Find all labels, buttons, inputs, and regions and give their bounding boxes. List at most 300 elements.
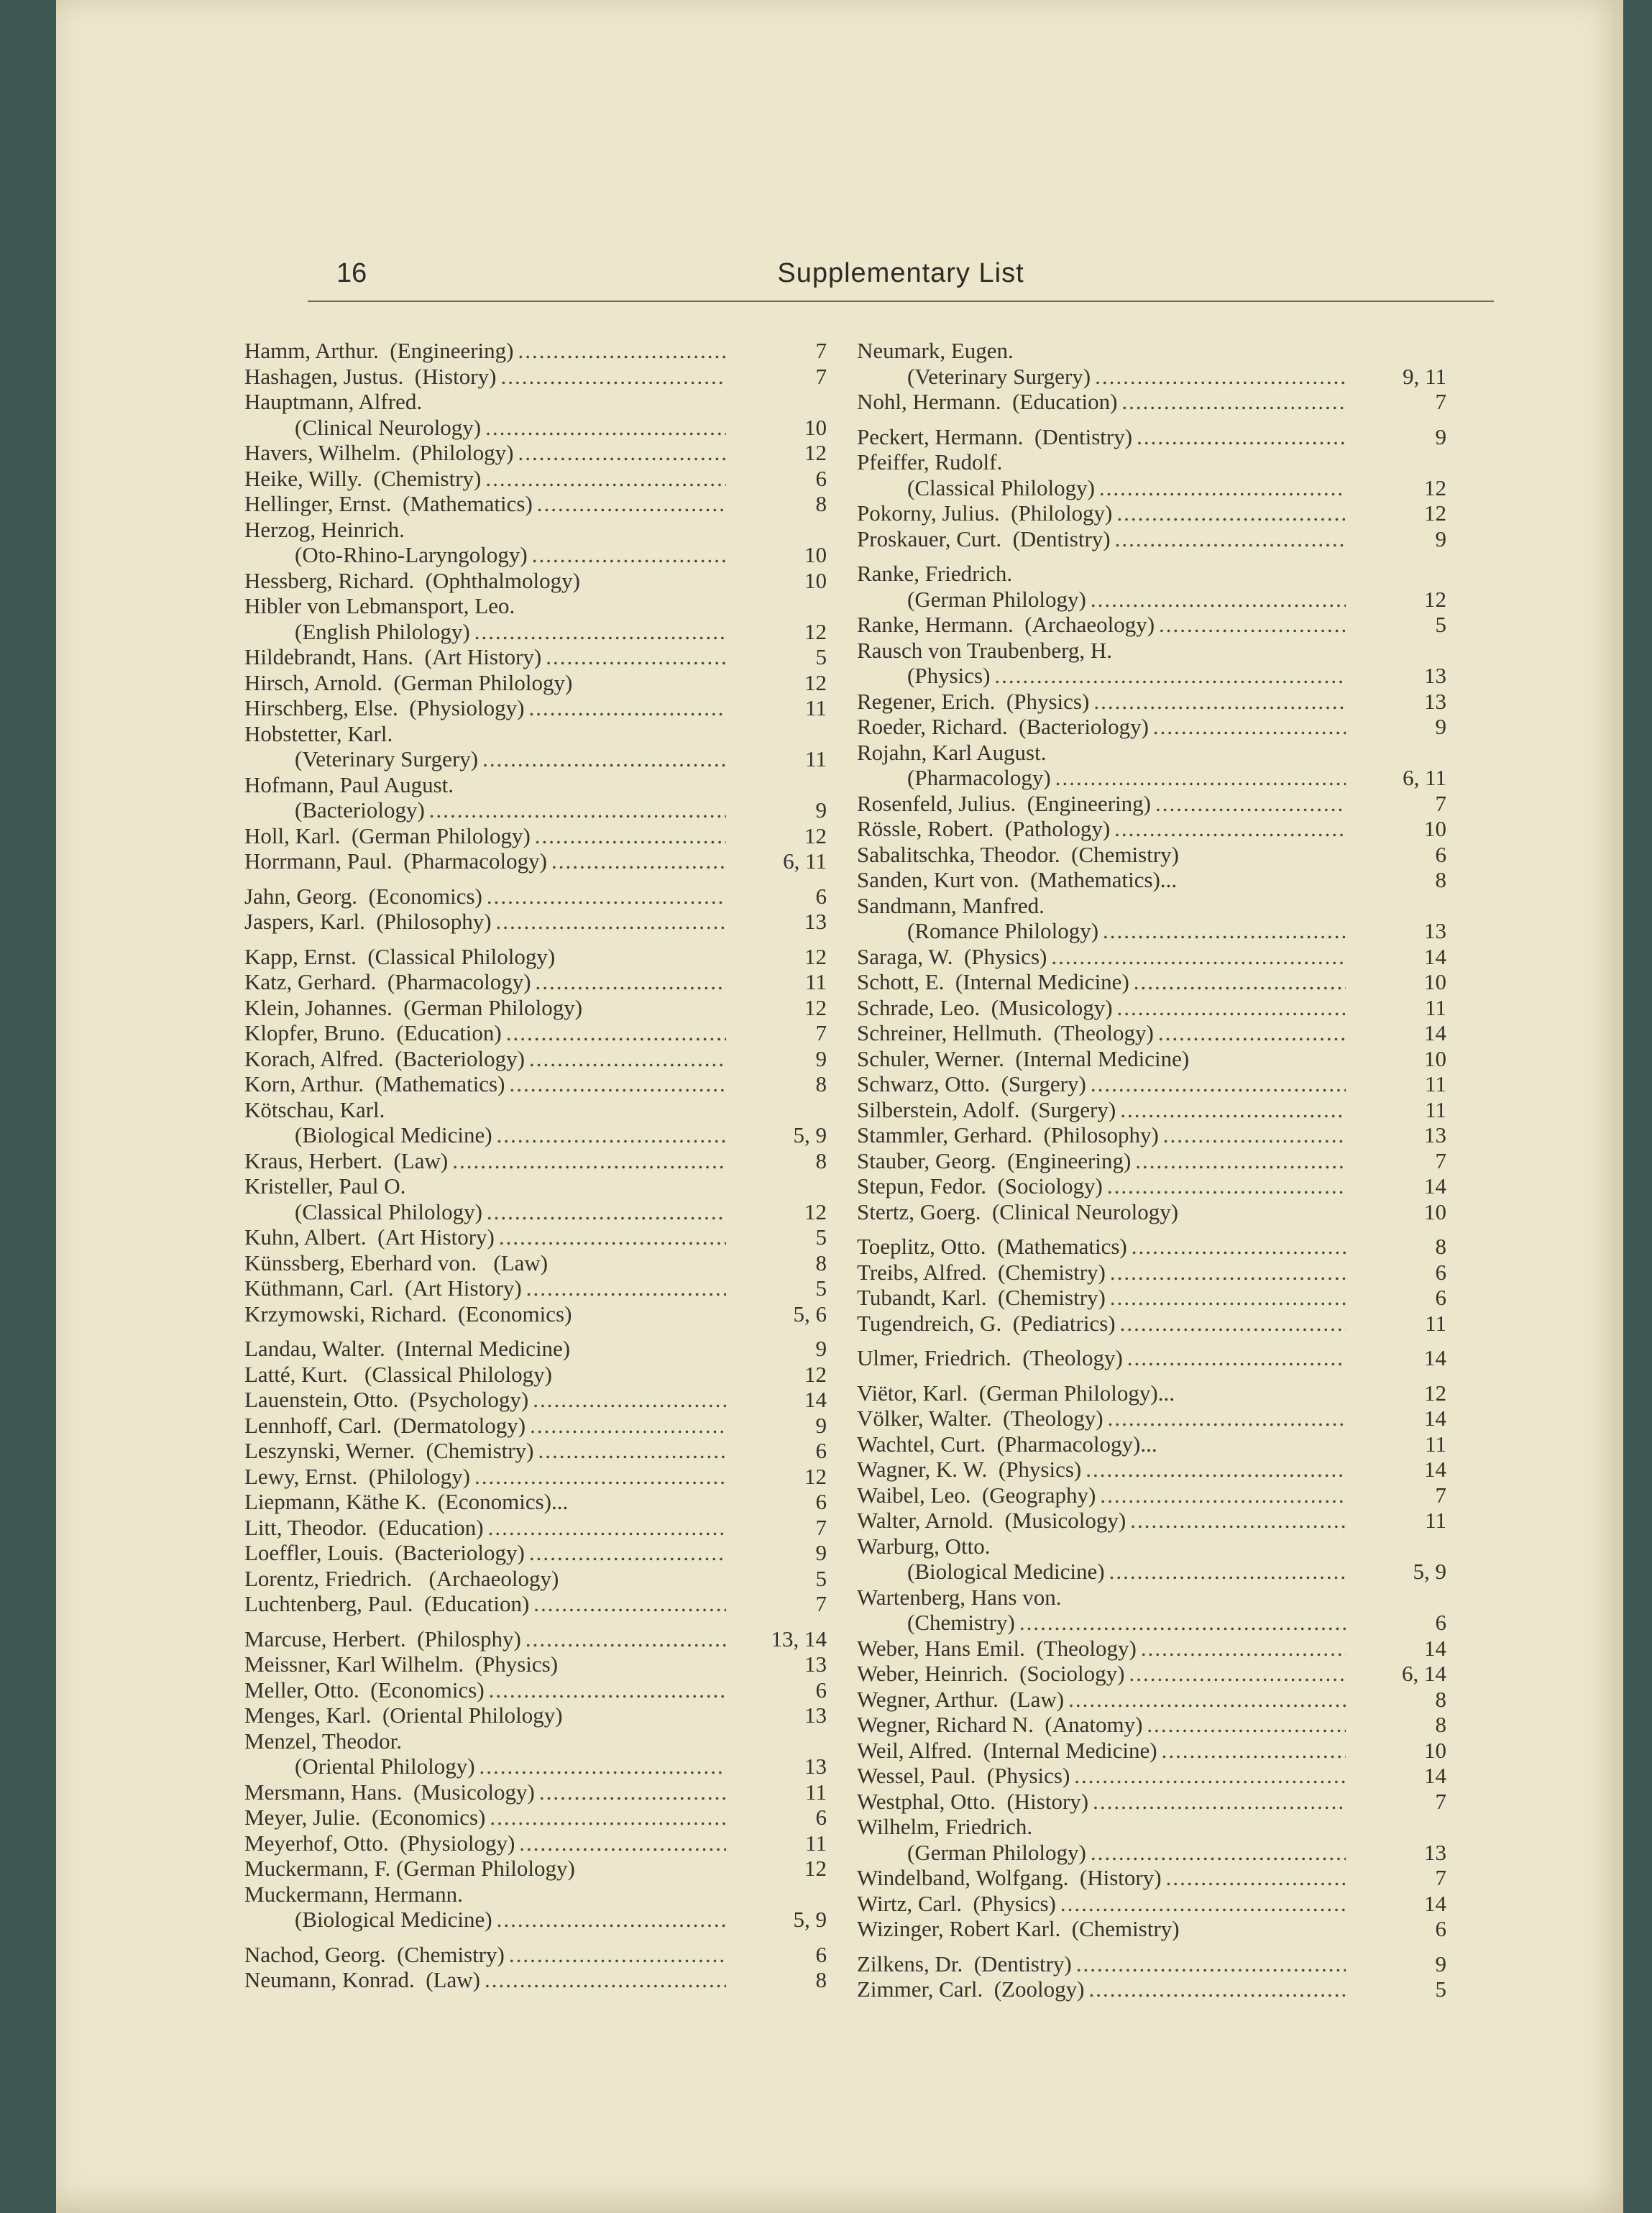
leader-dots: [485, 415, 726, 441]
leader-dots: [1117, 995, 1346, 1021]
entry-text: Jaspers, Karl. (Philosophy): [244, 909, 492, 934]
page-reference: 14: [1424, 1020, 1446, 1045]
entry-text: Hirschberg, Else. (Physiology): [244, 695, 525, 720]
entry-text: Nohl, Hermann. (Education): [857, 389, 1118, 414]
list-item: [857, 1173, 1446, 1199]
leader-dots: [536, 969, 726, 995]
list-item: [244, 1856, 827, 1882]
entry-text: (Oriental Philology): [295, 1754, 475, 1779]
leader-dots: [1132, 1234, 1346, 1260]
page-reference: 6: [815, 1941, 827, 1967]
entry-text: (Pharmacology): [907, 765, 1051, 790]
entry-text: Menges, Karl. (Oriental Philology): [244, 1703, 563, 1728]
list-item: [857, 1840, 1446, 1866]
entry-text: Rosenfeld, Julius. (Engineering): [857, 790, 1151, 816]
leader-dots: [497, 1122, 726, 1148]
leader-dots: [1162, 1738, 1346, 1764]
page-reference: 12: [1424, 500, 1446, 526]
leader-dots: [1134, 969, 1346, 995]
entry-text: Waibel, Leo. (Geography): [857, 1482, 1096, 1508]
page-reference: 12: [804, 440, 827, 465]
entry-text: Meller, Otto. (Economics): [244, 1677, 485, 1703]
entry-text: (Veterinary Surgery): [295, 746, 479, 771]
entry-text: Muckermann, F. (German Philology): [244, 1856, 575, 1881]
list-item: [244, 1703, 827, 1728]
entry-text: (English Philology): [295, 618, 470, 644]
leader-dots: [452, 1148, 726, 1174]
list-item: [857, 1951, 1446, 1977]
page-reference: 12: [804, 618, 827, 644]
leader-dots: [1147, 1712, 1346, 1738]
entry-text: Korach, Alfred. (Bacteriology): [244, 1045, 525, 1071]
leader-dots: [1109, 1559, 1346, 1585]
page-reference: 10: [1424, 969, 1446, 994]
entry-text: Silberstein, Adolf. (Surgery): [857, 1096, 1116, 1122]
list-item: [244, 1387, 827, 1413]
page-reference: 6: [1435, 1610, 1446, 1635]
list-item: [244, 1677, 827, 1703]
list-item: [857, 1636, 1446, 1662]
leader-dots: [485, 1967, 726, 1993]
page-reference: 7: [1435, 1788, 1446, 1814]
leader-dots: [1163, 1122, 1346, 1148]
list-item: [244, 772, 827, 798]
entry-text: Ranke, Hermann. (Archaeology): [857, 612, 1155, 637]
leader-dots: [529, 1540, 726, 1566]
page-reference: 14: [1424, 1890, 1446, 1916]
entry-text: Sanden, Kurt von. (Mathematics)...: [857, 867, 1178, 892]
list-item: [857, 995, 1446, 1021]
page-reference: 9: [815, 1045, 827, 1071]
leader-dots: [539, 1779, 726, 1805]
entry-text: Korn, Arthur. (Mathematics): [244, 1071, 505, 1096]
page-reference: 6: [815, 883, 827, 909]
list-item: [244, 1071, 827, 1097]
page-reference: 13: [804, 1703, 827, 1728]
entry-text: Wilhelm, Friedrich.: [857, 1814, 1033, 1839]
entry-text: Wegner, Arthur. (Law): [857, 1686, 1065, 1712]
leader-dots: [1135, 1148, 1346, 1174]
page-reference: 7: [815, 1591, 827, 1616]
list-item: [244, 1173, 827, 1199]
leader-dots: [532, 542, 726, 568]
leader-dots: [1166, 1865, 1346, 1891]
list-item: [857, 1234, 1446, 1260]
list-item: [244, 1831, 827, 1856]
leader-dots: [1158, 1020, 1346, 1046]
list-item: [244, 721, 827, 747]
page-reference: 14: [804, 1387, 827, 1412]
page-reference: 5, 9: [793, 1907, 827, 1932]
list-item: [857, 1661, 1446, 1687]
entry-text: Lewy, Ernst. (Philology): [244, 1463, 470, 1489]
entry-text: Schwarz, Otto. (Surgery): [857, 1071, 1086, 1096]
page-reference: 10: [1424, 816, 1446, 841]
entry-text: Liepmann, Käthe K. (Economics)...: [244, 1489, 569, 1514]
entry-text: Lorentz, Friedrich. (Archaeology): [244, 1565, 559, 1591]
leader-dots: [509, 1071, 726, 1097]
entry-text: Horrmann, Paul. (Pharmacology): [244, 848, 547, 874]
page-reference: 7: [1435, 1865, 1446, 1890]
page-reference: 8: [815, 1147, 827, 1173]
list-item: [244, 1779, 827, 1805]
entry-text: Hashagen, Justus. (History): [244, 363, 497, 389]
list-item: [857, 1687, 1446, 1713]
list-item: [857, 338, 1446, 364]
list-item: [857, 1260, 1446, 1286]
page-reference: 12: [804, 1361, 827, 1387]
list-item: [244, 491, 827, 517]
leader-dots: [1116, 500, 1346, 526]
right-column: [857, 338, 1446, 2002]
entry-text: (Veterinary Surgery): [907, 363, 1091, 389]
entry-text: Viëtor, Karl. (German Philology)...: [857, 1380, 1175, 1406]
page-reference: 10: [804, 414, 827, 440]
list-item: [857, 500, 1446, 526]
list-item: [857, 424, 1446, 450]
leader-dots: [530, 1413, 726, 1439]
leader-dots: [488, 1515, 726, 1541]
page-reference: 11: [1425, 1071, 1446, 1096]
page-reference: 10: [1424, 1737, 1446, 1763]
page-reference: 10: [1424, 1045, 1446, 1071]
leader-dots: [482, 746, 726, 772]
list-item: [857, 389, 1446, 415]
page-reference: 11: [1425, 994, 1446, 1020]
leader-dots: [1093, 1789, 1346, 1815]
page-reference: 10: [1424, 1199, 1446, 1224]
list-item: [244, 440, 827, 466]
list-item: [244, 1199, 827, 1225]
list-item: [244, 1122, 827, 1148]
entry-text: Krzymowski, Richard. (Economics): [244, 1301, 572, 1327]
list-item: [244, 1882, 827, 1907]
entry-text: Leszynski, Werner. (Chemistry): [244, 1438, 534, 1463]
entry-text: Saraga, W. (Physics): [857, 943, 1047, 969]
entry-text: Rausch von Traubenberg, H.: [857, 637, 1113, 663]
entry-text: Klein, Johannes. (German Philology): [244, 994, 583, 1020]
list-item: [857, 1199, 1446, 1225]
list-item: [857, 1763, 1446, 1789]
list-item: [857, 1814, 1446, 1840]
list-item: [857, 1285, 1446, 1311]
page-reference: 9: [1435, 526, 1446, 551]
leader-dots: [1110, 1260, 1346, 1286]
leader-dots: [490, 1805, 726, 1831]
list-item: [244, 944, 827, 970]
list-item: [244, 389, 827, 415]
list-item: [244, 1464, 827, 1490]
page-reference: 5, 9: [1413, 1559, 1446, 1584]
entry-text: Kristeller, Paul O.: [244, 1173, 406, 1199]
page-title: Supplementary List: [777, 258, 1024, 288]
entry-text: (Physics): [907, 663, 991, 688]
list-item: [244, 1224, 827, 1250]
list-item: [244, 797, 827, 823]
entry-text: Tubandt, Karl. (Chemistry): [857, 1285, 1106, 1310]
page-reference: 7: [815, 338, 827, 363]
leader-dots: [1127, 1345, 1346, 1371]
entry-text: Pfeiffer, Rudolf.: [857, 449, 1003, 475]
leader-dots: [526, 1626, 726, 1652]
list-item: [857, 1345, 1446, 1371]
entry-text: Mersmann, Hans. (Musicology): [244, 1779, 535, 1805]
list-item: [857, 587, 1446, 613]
list-item: [857, 1483, 1446, 1508]
list-item: [244, 1566, 827, 1592]
leader-dots: [533, 1387, 726, 1413]
list-item: [244, 364, 827, 390]
page-reference: 6: [1435, 1259, 1446, 1285]
entry-text: Stammler, Gerhard. (Philosophy): [857, 1122, 1159, 1147]
entry-text: Latté, Kurt. (Classical Philology): [244, 1361, 552, 1387]
entry-text: Warburg, Otto.: [857, 1533, 991, 1559]
list-item: [857, 612, 1446, 638]
entry-text: (Biological Medicine): [907, 1559, 1105, 1584]
list-item: [244, 1967, 827, 1993]
list-item: [857, 918, 1446, 944]
entry-text: (Chemistry): [907, 1610, 1015, 1635]
entry-text: Zimmer, Carl. (Zoology): [857, 1976, 1085, 2002]
leader-dots: [1060, 1891, 1346, 1917]
entry-text: Loeffler, Louis. (Bacteriology): [244, 1540, 525, 1565]
page-reference: 13: [1424, 1839, 1446, 1865]
page-reference: 7: [815, 1020, 827, 1045]
leader-dots: [533, 1591, 726, 1617]
page-reference: 8: [1435, 1234, 1446, 1259]
entry-text: Meissner, Karl Wilhelm. (Physics): [244, 1651, 559, 1677]
leader-dots: [546, 644, 726, 670]
list-item: [857, 663, 1446, 689]
list-item: [244, 695, 827, 721]
entry-text: Meyerhof, Otto. (Physiology): [244, 1830, 515, 1856]
leader-dots: [1019, 1610, 1346, 1636]
page-reference: 9: [815, 1540, 827, 1565]
page-reference: 9: [1435, 714, 1446, 739]
leader-dots: [429, 797, 726, 823]
entry-text: Wirtz, Carl. (Physics): [857, 1890, 1056, 1916]
entry-text: Wagner, K. W. (Physics): [857, 1457, 1082, 1482]
leader-dots: [994, 663, 1346, 689]
leader-dots: [1115, 526, 1346, 552]
leader-dots: [506, 1020, 726, 1046]
list-item: [244, 1301, 827, 1327]
leader-dots: [1088, 1976, 1346, 2002]
leader-dots: [485, 466, 726, 492]
page-reference: 6: [1435, 1916, 1446, 1941]
entry-text: Wizinger, Robert Karl. (Chemistry): [857, 1916, 1180, 1941]
entry-text: Neumann, Konrad. (Law): [244, 1967, 480, 1992]
list-item: [244, 415, 827, 441]
page-reference: 12: [804, 1463, 827, 1489]
list-item: [857, 638, 1446, 664]
page-reference: 5: [815, 1224, 827, 1250]
list-item: [244, 1020, 827, 1046]
page-reference: 6: [815, 1805, 827, 1830]
list-item: [244, 1754, 827, 1779]
page-reference: 14: [1424, 1763, 1446, 1788]
entry-text: Hobstetter, Karl.: [244, 720, 393, 746]
list-item: [244, 1250, 827, 1276]
entry-text: Peckert, Hermann. (Dentistry): [857, 423, 1133, 449]
list-item: [857, 1148, 1446, 1174]
list-item: [244, 909, 827, 935]
page-reference: 8: [815, 1967, 827, 1992]
entry-text: Windelband, Wolfgang. (History): [857, 1865, 1162, 1890]
list-item: [857, 842, 1446, 868]
list-item: [244, 1046, 827, 1072]
list-item: [857, 1380, 1446, 1406]
page-reference: 14: [1424, 1345, 1446, 1370]
leader-dots: [1103, 918, 1346, 944]
list-item: [244, 338, 827, 364]
list-item: [857, 1916, 1446, 1942]
entry-text: Kapp, Ernst. (Classical Philology): [244, 943, 556, 969]
entry-text: Kuhn, Albert. (Art History): [244, 1224, 495, 1250]
page-reference: 12: [804, 994, 827, 1020]
list-item: [244, 995, 827, 1021]
page-reference: 12: [804, 669, 827, 695]
page-reference: 7: [815, 1514, 827, 1540]
page-reference: 14: [1424, 1635, 1446, 1661]
leader-dots: [1120, 1097, 1346, 1123]
leader-dots: [1108, 1406, 1346, 1431]
leader-dots: [1091, 587, 1346, 613]
page-reference: 11: [805, 746, 827, 771]
leader-dots: [1114, 816, 1346, 842]
entry-text: Proskauer, Curt. (Dentistry): [857, 526, 1111, 551]
page-reference: 6, 14: [1402, 1661, 1446, 1686]
page-header: [308, 255, 1494, 306]
page-reference: 12: [804, 1856, 827, 1881]
leader-dots: [537, 491, 726, 517]
entry-text: Rojahn, Karl August.: [857, 739, 1047, 765]
list-item: [244, 593, 827, 619]
list-item: [857, 944, 1446, 970]
left-column: [244, 338, 827, 1993]
leader-dots: [529, 1046, 726, 1072]
page-reference: 13: [804, 1754, 827, 1779]
entry-text: (German Philology): [907, 1839, 1086, 1865]
entry-text: Jahn, Georg. (Economics): [244, 883, 482, 909]
list-item: [244, 1651, 827, 1677]
list-item: [244, 1148, 827, 1174]
list-item: [857, 1585, 1446, 1611]
leader-dots: [519, 1831, 726, 1856]
list-item: [857, 526, 1446, 552]
page-reference: 5: [815, 1275, 827, 1301]
list-item: [244, 969, 827, 995]
entry-text: Wartenberg, Hans von.: [857, 1584, 1062, 1610]
list-item: [244, 1489, 827, 1515]
list-item: [857, 1610, 1446, 1636]
list-item: [244, 670, 827, 696]
list-item: [857, 1738, 1446, 1764]
entry-text: Hildebrandt, Hans. (Art History): [244, 644, 542, 669]
page-reference: 8: [815, 1250, 827, 1275]
page-reference: 12: [804, 1199, 827, 1224]
leader-dots: [509, 1942, 726, 1968]
page-reference: 5: [1435, 1976, 1446, 2002]
entry-text: Zilkens, Dr. (Dentistry): [857, 1951, 1072, 1976]
entry-text: Klopfer, Bruno. (Education): [244, 1020, 502, 1045]
list-item: [244, 619, 827, 645]
list-item: [244, 746, 827, 772]
entry-text: Stertz, Goerg. (Clinical Neurology): [857, 1199, 1179, 1224]
page-reference: 11: [1425, 1096, 1446, 1122]
list-item: [244, 542, 827, 568]
page-reference: 9: [1435, 1951, 1446, 1976]
page-reference: 11: [1425, 1508, 1446, 1533]
leader-dots: [518, 440, 726, 466]
entry-text: Ranke, Friedrich.: [857, 561, 1013, 586]
page-reference: 6: [1435, 841, 1446, 867]
entry-text: Heike, Willy. (Chemistry): [244, 465, 482, 491]
entry-text: Sabalitschka, Theodor. (Chemistry): [857, 841, 1179, 867]
list-item: [857, 765, 1446, 791]
entry-text: Muckermann, Hermann.: [244, 1881, 463, 1907]
page-reference: 12: [804, 823, 827, 848]
entry-text: Roeder, Richard. (Bacteriology): [857, 714, 1149, 739]
list-item: [857, 969, 1446, 995]
entry-text: Katz, Gerhard. (Pharmacology): [244, 969, 531, 994]
list-item: [244, 644, 827, 670]
entry-text: Kötschau, Karl.: [244, 1096, 385, 1122]
page-reference: 10: [804, 567, 827, 593]
leader-dots: [1100, 1483, 1346, 1508]
list-item: [244, 1515, 827, 1541]
list-item: [857, 1789, 1446, 1815]
page-reference: 11: [1425, 1431, 1446, 1457]
list-item: [857, 1020, 1446, 1046]
entry-text: Nachod, Georg. (Chemistry): [244, 1941, 505, 1967]
list-item: [857, 1865, 1446, 1891]
entry-text: Toeplitz, Otto. (Mathematics): [857, 1234, 1127, 1259]
list-item: [857, 689, 1446, 715]
page-reference: 8: [815, 491, 827, 516]
page-reference: 11: [805, 1830, 827, 1856]
leader-dots: [1155, 791, 1346, 817]
entry-text: Tugendreich, G. (Pediatrics): [857, 1310, 1116, 1336]
leader-dots: [526, 1275, 726, 1301]
list-item: [244, 1275, 827, 1301]
page-reference: 5: [815, 1565, 827, 1591]
list-item: [857, 1891, 1446, 1917]
leader-dots: [1093, 689, 1346, 715]
list-item: [857, 1311, 1446, 1337]
list-item: [244, 1336, 827, 1362]
page-reference: 8: [1435, 1712, 1446, 1737]
entry-text: Hauptmann, Alfred.: [244, 389, 423, 414]
page-reference: 12: [1424, 586, 1446, 612]
page-reference: 14: [1424, 1406, 1446, 1431]
leader-dots: [487, 1199, 726, 1225]
page-reference: 13: [1424, 688, 1446, 714]
list-item: [857, 1071, 1446, 1097]
entry-text: Künssberg, Eberhard von. (Law): [244, 1250, 549, 1275]
entry-text: Westphal, Otto. (History): [857, 1788, 1089, 1814]
list-item: [244, 1907, 827, 1933]
list-item: [244, 1728, 827, 1754]
list-item: [857, 740, 1446, 766]
list-item: [244, 1097, 827, 1123]
list-item: [857, 791, 1446, 817]
entry-text: Hibler von Lebmansport, Leo.: [244, 593, 515, 618]
page-reference: 8: [1435, 1686, 1446, 1712]
page-reference: 13, 14: [771, 1626, 827, 1651]
page-reference: 7: [815, 363, 827, 389]
leader-dots: [1153, 714, 1346, 740]
